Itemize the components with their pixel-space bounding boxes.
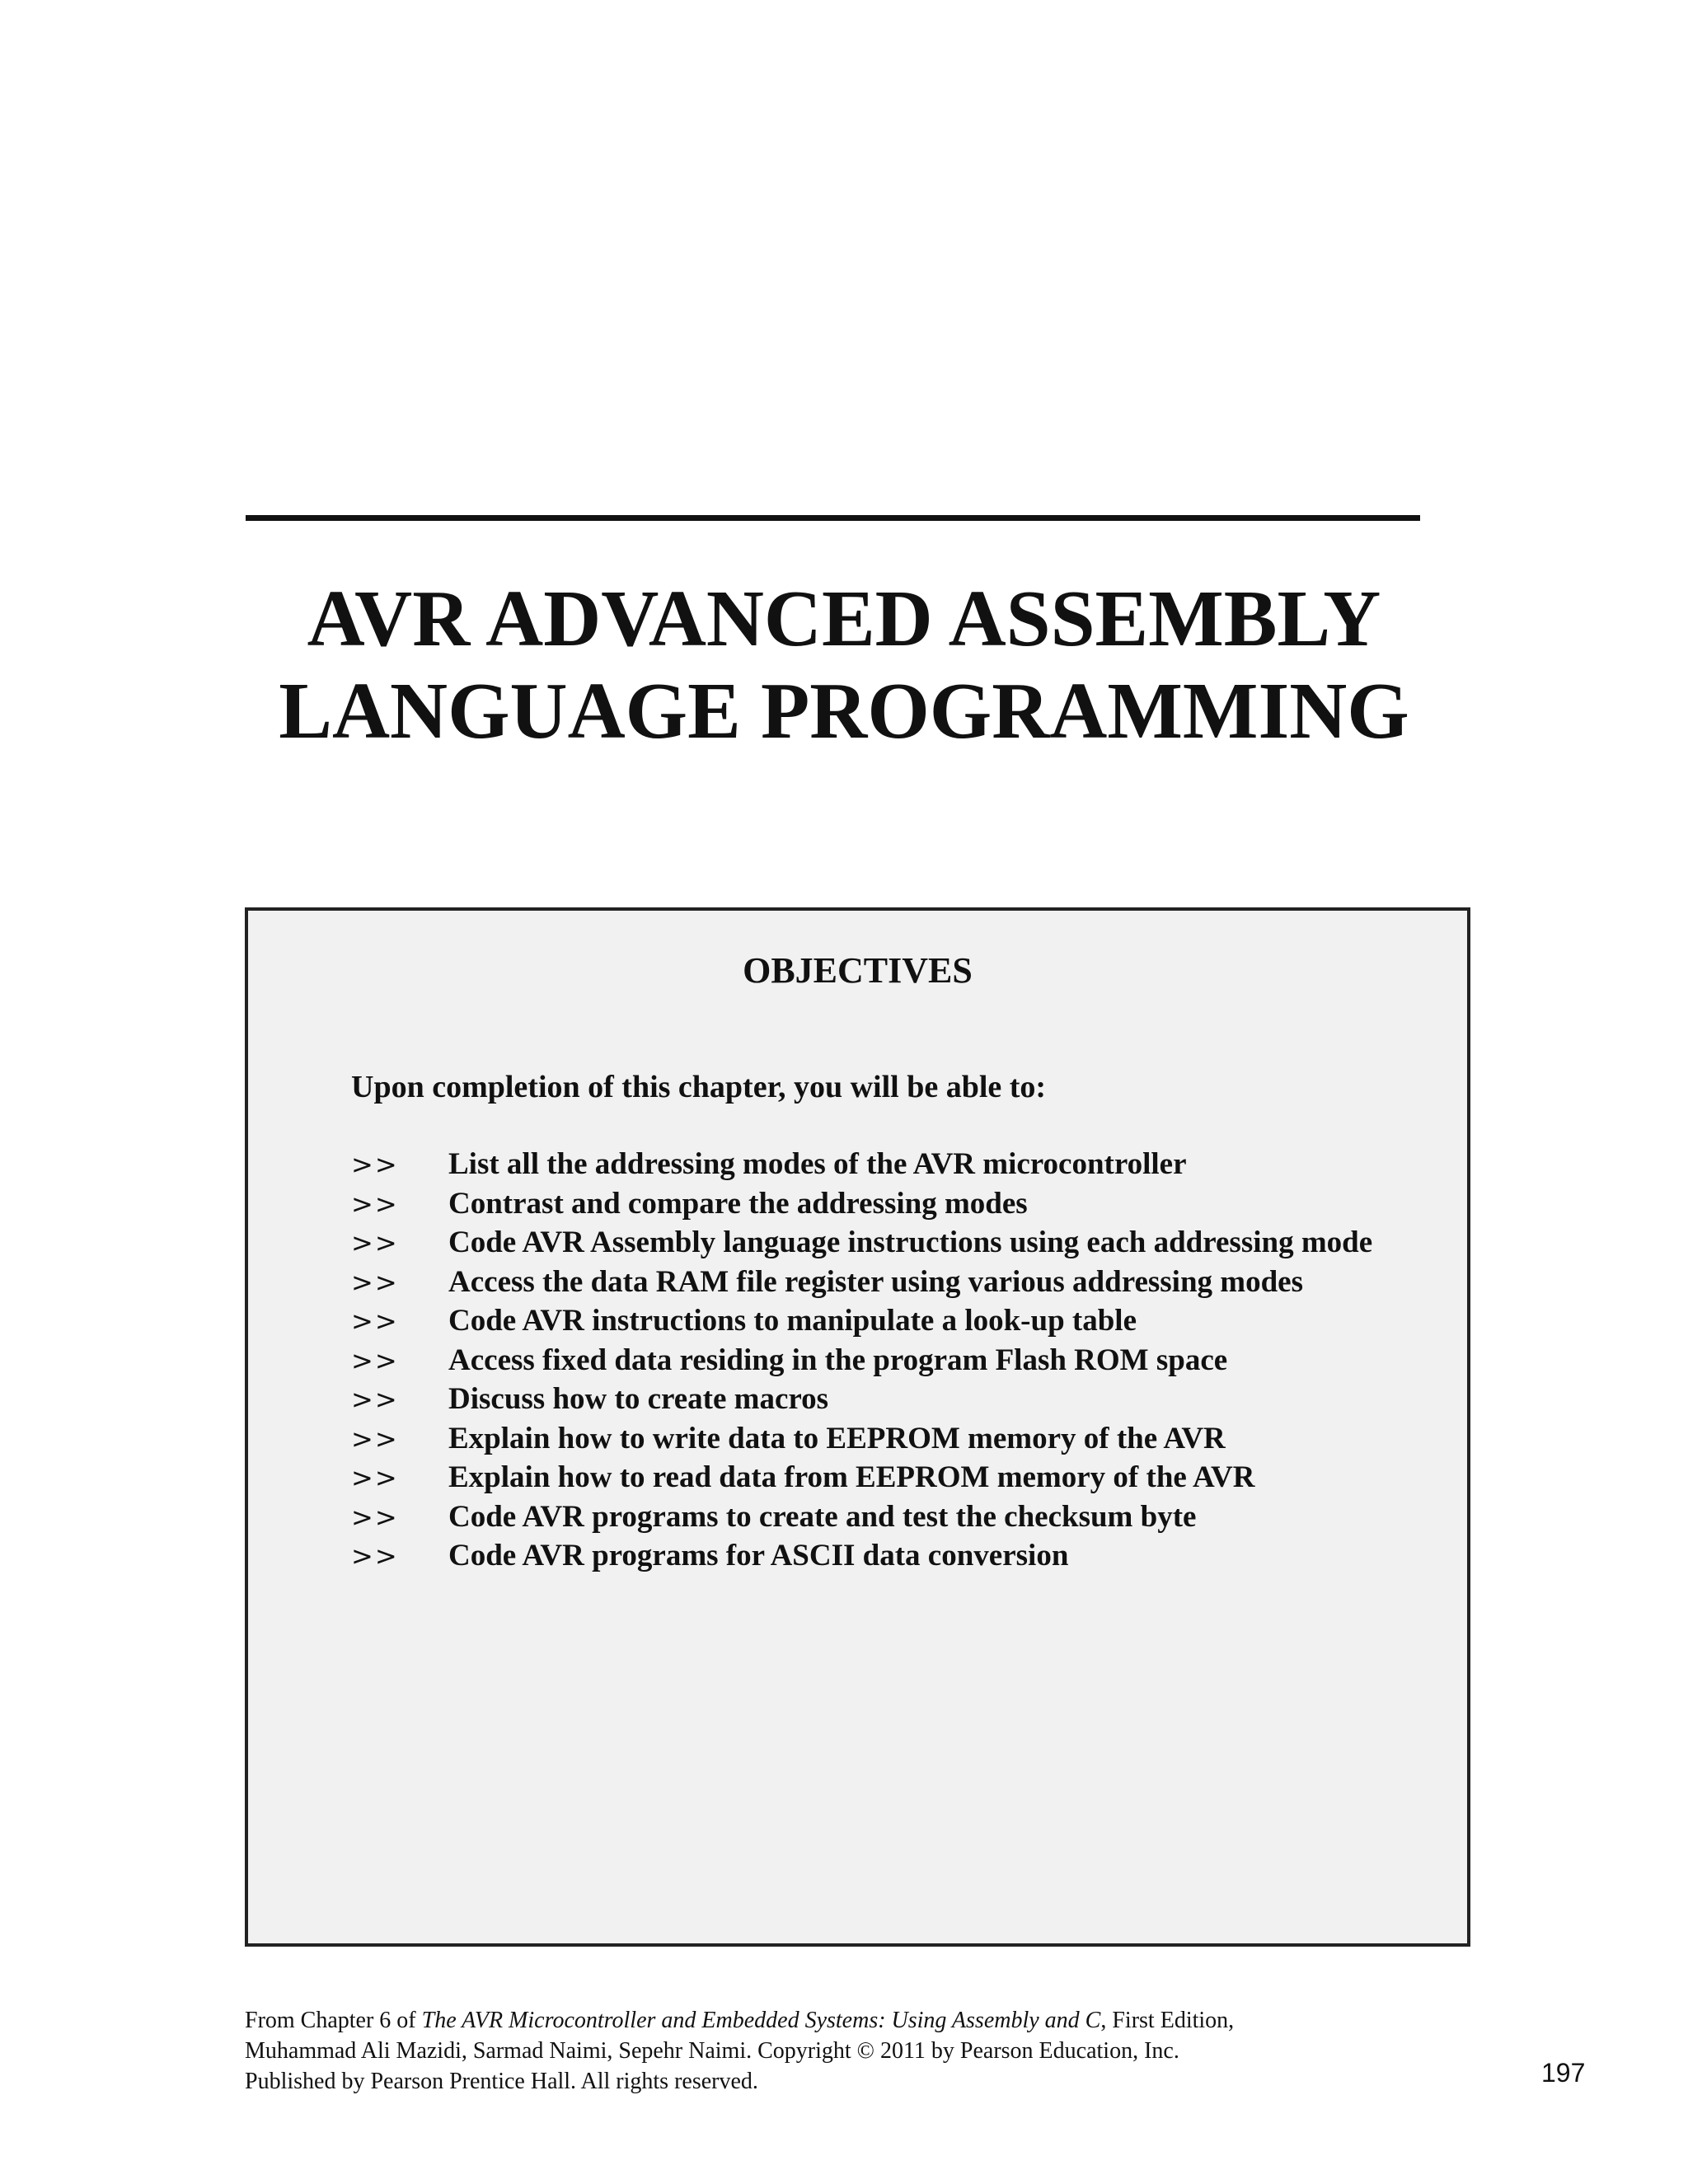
objective-marker: >> bbox=[351, 1501, 399, 1533]
source-note-line-2: Muhammad Ali Mazidi, Sarmad Naimi, Sepehr Naimi. Copyright © 2011 by Pearson Education, Inc. bbox=[245, 2038, 1179, 2064]
objective-text: List all the addressing modes of the AVR microcontroller bbox=[448, 1147, 1187, 1181]
source-note bbox=[245, 2005, 1234, 2097]
objective-item bbox=[351, 1536, 1372, 1576]
objective-item bbox=[351, 1301, 1372, 1341]
objective-marker: >> bbox=[351, 1266, 399, 1298]
objective-marker: >> bbox=[351, 1227, 399, 1258]
objective-text: Contrast and compare the addressing modes bbox=[448, 1186, 1028, 1221]
objective-text: Code AVR Assembly language instructions using each addressing mode bbox=[448, 1226, 1373, 1259]
chapter-title bbox=[0, 573, 1688, 757]
source-note-suffix: , First Edition, bbox=[1100, 2008, 1235, 2033]
objectives-intro: Upon completion of this chapter, you will be able to: bbox=[351, 1070, 1047, 1104]
objective-marker: >> bbox=[351, 1149, 399, 1180]
objective-text: Access fixed data residing in the program Flash ROM space bbox=[448, 1343, 1228, 1377]
objective-marker: >> bbox=[351, 1305, 399, 1337]
title-rule bbox=[246, 515, 1420, 521]
objective-item bbox=[351, 1184, 1372, 1224]
page-number: 197 bbox=[1541, 2058, 1586, 2088]
objective-text: Discuss how to create macros bbox=[448, 1382, 829, 1416]
objectives-list bbox=[351, 1145, 1372, 1576]
objectives-heading: OBJECTIVES bbox=[743, 950, 973, 991]
objective-marker: >> bbox=[351, 1422, 399, 1455]
objective-text: Access the data RAM file register using various addressing modes bbox=[448, 1264, 1303, 1299]
objective-item bbox=[351, 1419, 1372, 1459]
source-note-line-1 bbox=[245, 2005, 1234, 2036]
objectives-box bbox=[245, 907, 1470, 1947]
source-note-prefix: From Chapter 6 of bbox=[245, 2008, 422, 2033]
objective-item bbox=[351, 1223, 1372, 1263]
objective-marker: >> bbox=[351, 1462, 399, 1493]
objective-item bbox=[351, 1380, 1372, 1419]
objective-text: Code AVR instructions to manipulate a look-up table bbox=[448, 1304, 1137, 1338]
objective-marker: >> bbox=[351, 1188, 399, 1220]
objective-item bbox=[351, 1341, 1372, 1380]
objective-text: Explain how to write data to EEPROM memory of the AVR bbox=[448, 1421, 1226, 1455]
objective-text: Explain how to read data from EEPROM memory of the AVR bbox=[448, 1460, 1255, 1494]
objective-marker: >> bbox=[351, 1344, 399, 1376]
objective-item bbox=[351, 1263, 1372, 1302]
book-title: The AVR Microcontroller and Embedded Systems: Using Assembly and C bbox=[421, 2008, 1101, 2033]
objective-marker: >> bbox=[351, 1384, 399, 1415]
objective-text: Code AVR programs for ASCII data conversion bbox=[448, 1539, 1069, 1572]
objective-text: Code AVR programs to create and test the checksum byte bbox=[448, 1499, 1197, 1534]
chapter-title-line-2: LANGUAGE PROGRAMMING bbox=[279, 667, 1409, 755]
objective-marker: >> bbox=[351, 1540, 399, 1572]
chapter-title-line-1: AVR ADVANCED ASSEMBLY bbox=[307, 574, 1381, 663]
objective-item bbox=[351, 1497, 1372, 1537]
source-note-line-3: Published by Pearson Prentice Hall. All rights reserved. bbox=[245, 2069, 758, 2094]
objective-item bbox=[351, 1458, 1372, 1497]
objective-item bbox=[351, 1145, 1372, 1184]
